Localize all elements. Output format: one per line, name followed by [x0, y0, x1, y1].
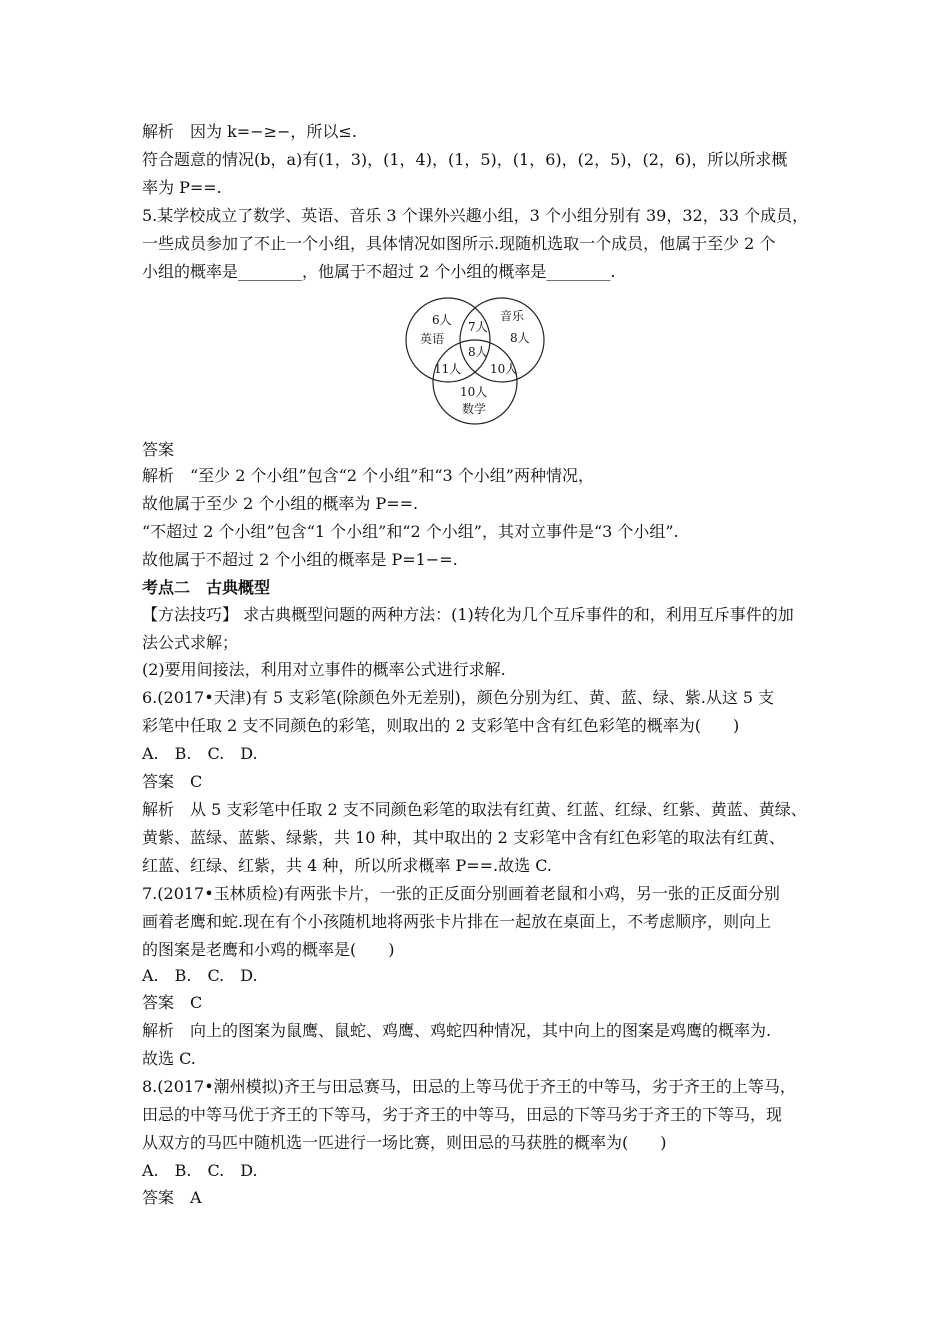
english-math-count: 11人	[434, 362, 462, 376]
question-8-text: 8.(2017•潮州模拟)齐王与田忌赛马，田忌的上等马优于齐王的中等马，劣于齐王的上等马，	[142, 1077, 796, 1096]
text-line: 故他属于不超过 2 个小组的概率是 P=1−=.	[142, 550, 458, 569]
answer-label: 答案 A	[142, 1188, 202, 1207]
text-line: 解析 向上的图案为鼠鹰、鼠蛇、鸡鹰、鸡蛇四种情况，其中向上的图案是鸡鹰的概率为.	[142, 1021, 772, 1040]
text-line: 画着老鹰和蛇.现在有个小孩随机地将两张卡片排在一起放在桌面上，不考虑顺序，则向上	[142, 912, 772, 931]
math-label: 数学	[462, 402, 487, 416]
choices: A. B. C. D.	[142, 1161, 258, 1180]
text-line: 符合题意的情况(b，a)有(1，3)，(1，4)，(1，5)，(1，6)，(2，5)，(2，6)，所以所求概	[142, 150, 788, 169]
text-line: 解析 “至少 2 个小组”包含“2 个小组”和“3 个小组”两种情况，	[142, 466, 594, 485]
text-line: 小组的概率是________，他属于不超过 2 个小组的概率是________.	[142, 262, 616, 281]
text-line: 田忌的中等马优于齐王的下等马，劣于齐王的中等马，田忌的下等马劣于齐王的下等马，现	[142, 1105, 783, 1124]
text-line: (2)要用间接法，利用对立事件的概率公式进行求解.	[142, 660, 506, 679]
text-line: 法公式求解；	[142, 633, 239, 652]
choices: A. B. C. D.	[142, 744, 258, 763]
text-line: 率为 P==.	[142, 178, 222, 197]
text-line: 的图案是老鹰和小鸡的概率是( )	[142, 940, 395, 959]
music-only-count: 8人	[510, 331, 530, 345]
text-line: 故选 C.	[142, 1049, 196, 1068]
text-line: 故他属于至少 2 个小组的概率为 P==.	[142, 494, 419, 513]
section-heading: 考点二 古典概型	[142, 578, 271, 597]
text-line: 一些成员参加了不止一个小组，具体情况如图所示.现随机选取一个成员，他属于至少 2 个	[142, 234, 776, 253]
text-line: 红蓝、红绿、红紫，共 4 种，所以所求概率 P==.故选 C.	[142, 856, 552, 875]
text-line: 彩笔中任取 2 支不同颜色的彩笔，则取出的 2 支彩笔中含有红色彩笔的概率为( )	[142, 716, 740, 735]
english-music-count: 7人	[468, 320, 488, 334]
english-label: 英语	[420, 332, 445, 346]
text-line: 解析 从 5 支彩笔中任取 2 支不同颜色彩笔的取法有红黄、红蓝、红绿、红紫、黄蓝、黄绿、	[142, 800, 807, 819]
text-line: 解析 因为 k=−≥−，所以≤.	[142, 122, 357, 141]
music-math-count: 10人	[490, 362, 518, 376]
choices: A. B. C. D.	[142, 966, 258, 985]
answer-label: 答案	[142, 440, 175, 459]
text-line: 黄紫、蓝绿、蓝紫、绿紫，共 10 种，其中取出的 2 支彩笔中含有红色彩笔的取法有红黄、	[142, 828, 785, 847]
question-5-text: 5.某学校成立了数学、英语、音乐 3 个课外兴趣小组，3 个小组分别有 39，32，33 个成员，	[142, 206, 809, 225]
music-label: 音乐	[500, 309, 525, 323]
text-line: 从双方的马匹中随机选一匹进行一场比赛，则田忌的马获胜的概率为( )	[142, 1133, 667, 1152]
method-tip: 【方法技巧】 求古典概型问题的两种方法：(1)转化为几个互斥事件的和，利用互斥事件的加	[142, 605, 794, 624]
question-6-text: 6.(2017•天津)有 5 支彩笔(除颜色外无差别)，颜色分别为红、黄、蓝、绿、紫.从这 5 支	[142, 688, 775, 707]
answer-label: 答案 C	[142, 993, 203, 1012]
question-7-text: 7.(2017•玉林质检)有两张卡片，一张的正反面分别画着老鼠和小鸡，另一张的正反面分别	[142, 884, 780, 903]
venn-diagram	[400, 296, 550, 426]
math-only-count: 10人	[460, 385, 488, 399]
answer-label: 答案 C	[142, 772, 203, 791]
text-line: “不超过 2 个小组”包含“1 个小组”和“2 个小组”，其对立事件是“3 个小组”.	[142, 522, 679, 541]
english-only-count: 6人	[432, 313, 452, 327]
all-three-count: 8人	[468, 345, 488, 359]
